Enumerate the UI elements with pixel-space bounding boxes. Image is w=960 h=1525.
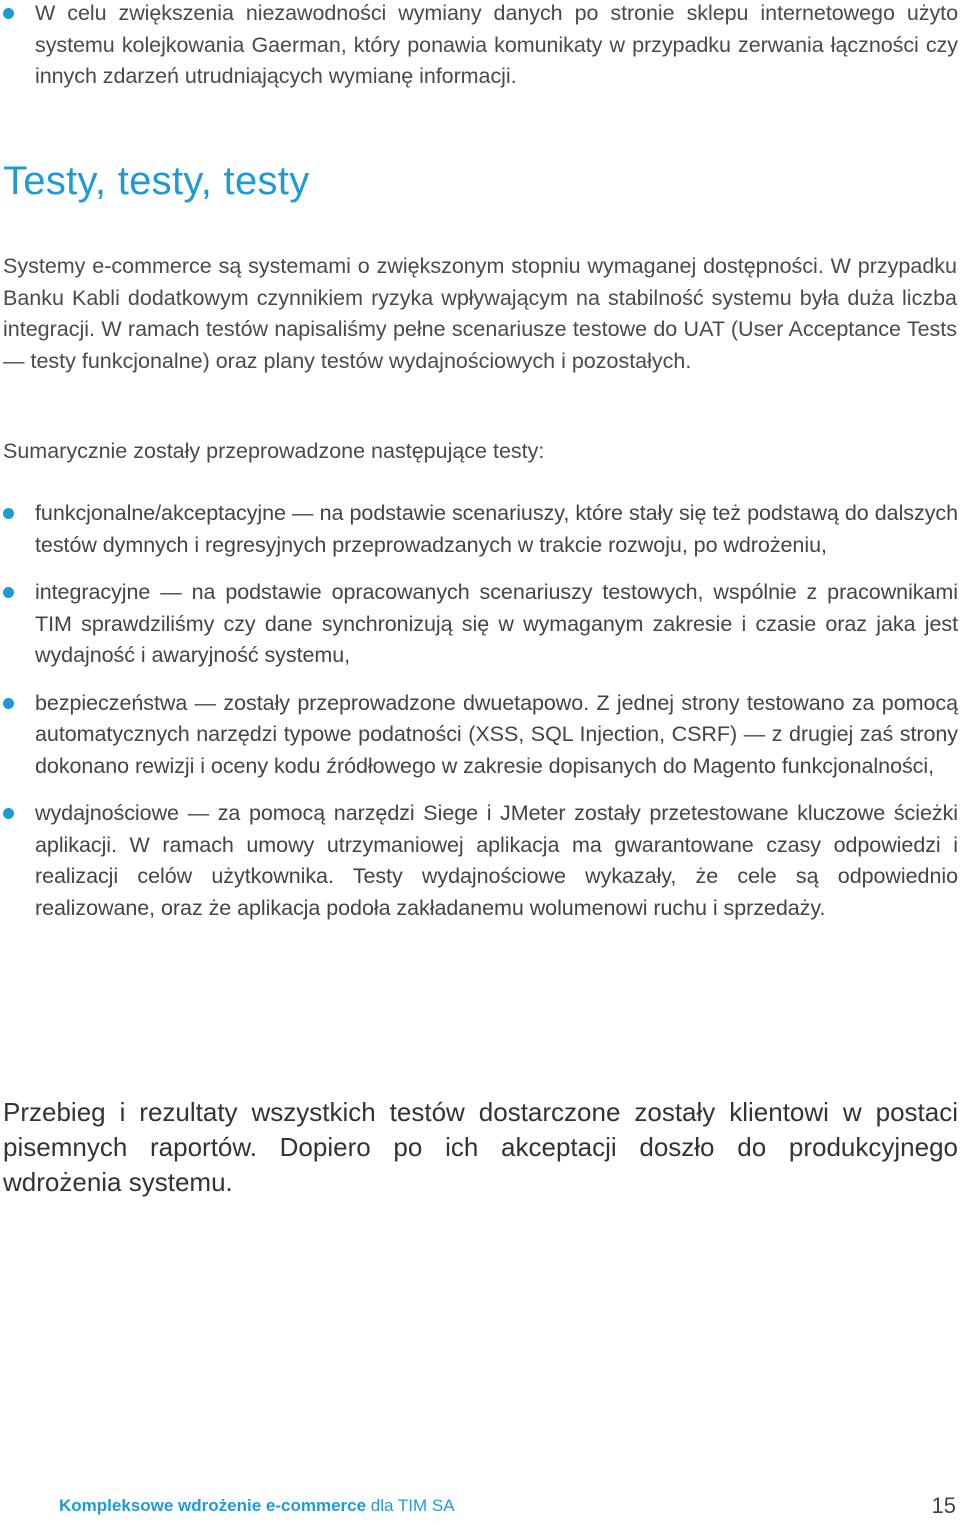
footer-title-rest: dla TIM SA [366, 1496, 455, 1515]
footer-title [59, 1496, 455, 1516]
page-footer [0, 1493, 960, 1523]
section-heading: Testy, testy, testy [3, 159, 310, 203]
intro-bullet-list [0, 0, 958, 93]
intro-paragraph: Systemy e-commerce są systemami o zwiększonym stopniu wymaganej dostępności. W przypadku Banku Kabli dodatkowym czynnikiem ryzyka wpływającym na stabilność systemu była duża liczba integracji. W ramach testów napisaliśmy pełne scenariusze testowe do UAT (User Acceptance Tests — testy funkcjonalne) oraz plany testów wydajnościowych i pozostałych. [3, 254, 957, 373]
test-item-performance: wydajnościowe — za pomocą narzędzi Siege i JMeter zostały przetestowane kluczowe ścieżki aplikacji. W ramach umowy utrzymaniowej aplikacja ma gwarantowane czasy odpowiedzi i realizacji celów użytkownika. Testy wydajnościowe wykazały, że cele są odpowiednio realizowane, oraz że aplikacja podoła zakładanemu wolumenowi ruchu i sprzedaży. [0, 798, 958, 924]
intro-bullet-item: W celu zwiększenia niezawodności wymiany danych po stronie sklepu internetowego użyto systemu kolejkowania Gaerman, który ponawia komunikaty w przypadku zerwania łączności czy innych zdarzeń utrudniających wymianę informacji. [0, 0, 958, 93]
page-number: 15 [931, 1493, 956, 1518]
tests-list [0, 498, 958, 940]
summary-paragraph: Sumarycznie zostały przeprowadzone następujące testy: [3, 439, 545, 463]
footer-title-strong: Kompleksowe wdrożenie e-commerce [59, 1496, 367, 1515]
test-item-security: bezpieczeństwa — zostały przeprowadzone dwuetapowo. Z jednej strony testowano za pomocą automatycznych narzędzi typowe podatności (XSS, SQL Injection, CSRF) — z drugiej zaś strony dokonano rewizji i oceny kodu źródłowego w zakresie dopisanych do Magento funkcjonalności, [0, 688, 958, 783]
test-item-functional: funkcjonalne/akceptacyjne — na podstawie scenariuszy, które stały się też podstawą do dalszych testów dymnych i regresyjnych przeprowadzanych w trakcie rozwoju, po wdrożeniu, [0, 498, 958, 561]
closing-paragraph: Przebieg i rezultaty wszystkich testów dostarczone zostały klientowi w postaci pisemnych raportów. Dopiero po ich akceptacji doszło do produkcyjnego wdrożenia systemu. [3, 1097, 958, 1197]
test-item-integration: integracyjne — na podstawie opracowanych scenariuszy testowych, wspólnie z pracownikami TIM sprawdziliśmy czy dane synchronizują się w wymaganym zakresie i czasie oraz jaka jest wydajność i awaryjność systemu, [0, 577, 958, 672]
